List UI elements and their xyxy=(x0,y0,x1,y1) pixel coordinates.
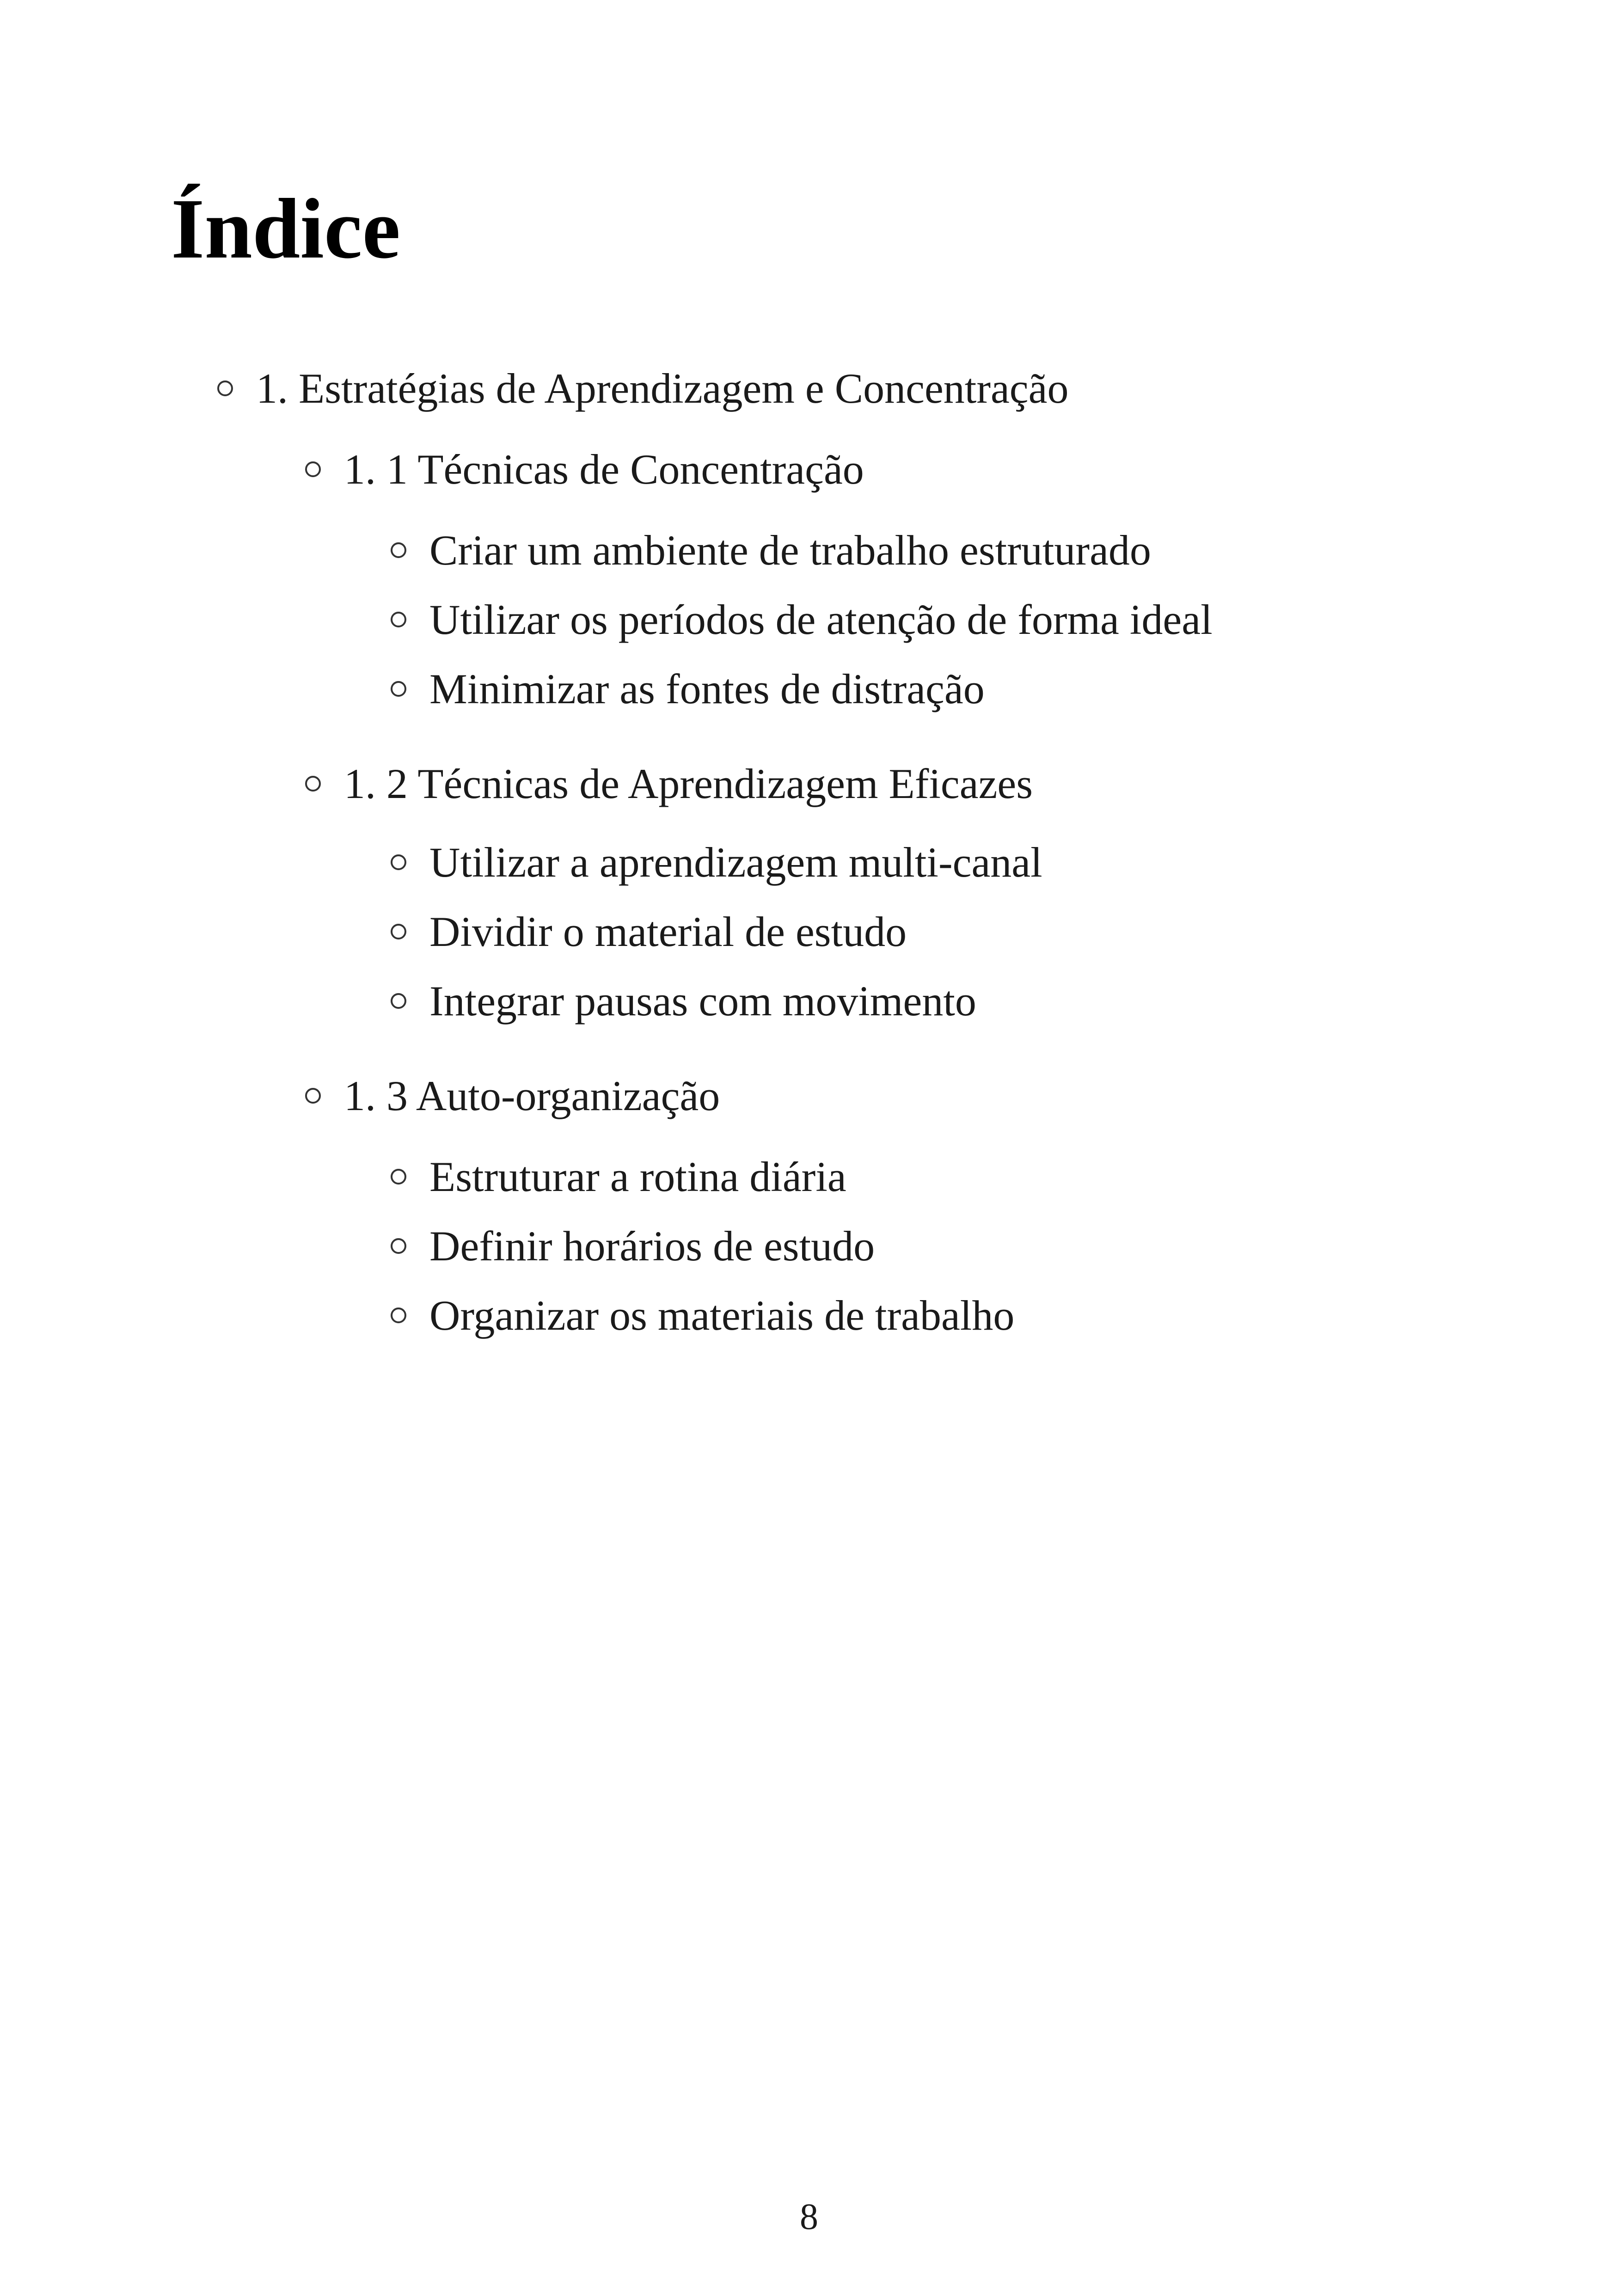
circle-bullet-icon xyxy=(305,461,321,477)
toc-item[interactable] xyxy=(391,525,1151,576)
circle-bullet-icon xyxy=(391,924,406,939)
toc-item[interactable] xyxy=(391,663,985,714)
toc-chapter-1[interactable] xyxy=(217,363,1068,414)
toc-item-label: Utilizar os períodos de atenção de forma ideal xyxy=(429,596,1213,643)
circle-bullet-icon xyxy=(391,681,406,697)
circle-bullet-icon xyxy=(391,854,406,870)
circle-bullet-icon xyxy=(391,1238,406,1254)
toc-item-label: Definir horários de estudo xyxy=(429,1222,875,1270)
circle-bullet-icon xyxy=(391,1308,406,1323)
toc-section-1-2[interactable] xyxy=(305,758,1033,809)
toc-item[interactable] xyxy=(391,594,1213,645)
toc-item[interactable] xyxy=(391,837,1042,888)
circle-bullet-icon xyxy=(391,993,406,1009)
circle-bullet-icon xyxy=(391,612,406,627)
toc-item-label: Minimizar as fontes de distração xyxy=(429,665,985,712)
circle-bullet-icon xyxy=(217,381,233,396)
circle-bullet-icon xyxy=(305,1088,321,1104)
toc-section-label: 1. 3 Auto-organização xyxy=(344,1072,720,1119)
toc-chapter-label: 1. Estratégias de Aprendizagem e Concentração xyxy=(256,365,1069,412)
toc-item-label: Criar um ambiente de trabalho estruturado xyxy=(429,527,1151,574)
page-number: 8 xyxy=(800,2197,818,2237)
toc-section-label: 1. 2 Técnicas de Aprendizagem Eficazes xyxy=(344,760,1033,807)
toc-item-label: Integrar pausas com movimento xyxy=(429,977,976,1025)
circle-bullet-icon xyxy=(391,1169,406,1185)
toc-section-1-3[interactable] xyxy=(305,1070,720,1121)
toc-item[interactable] xyxy=(391,1221,875,1271)
toc-item[interactable] xyxy=(391,1290,1014,1341)
toc-item-label: Estruturar a rotina diária xyxy=(429,1153,846,1200)
toc-section-label: 1. 1 Técnicas de Concentração xyxy=(344,446,864,493)
circle-bullet-icon xyxy=(391,542,406,558)
page-title: Índice xyxy=(171,181,401,276)
circle-bullet-icon xyxy=(305,776,321,792)
toc-item-label: Dividir o material de estudo xyxy=(429,908,907,955)
toc-item-label: Utilizar a aprendizagem multi-canal xyxy=(429,839,1042,886)
toc-item-label: Organizar os materiais de trabalho xyxy=(429,1292,1015,1339)
toc-item[interactable] xyxy=(391,976,976,1026)
toc-item[interactable] xyxy=(391,1151,846,1202)
toc-item[interactable] xyxy=(391,906,907,957)
toc-section-1-1[interactable] xyxy=(305,444,864,495)
